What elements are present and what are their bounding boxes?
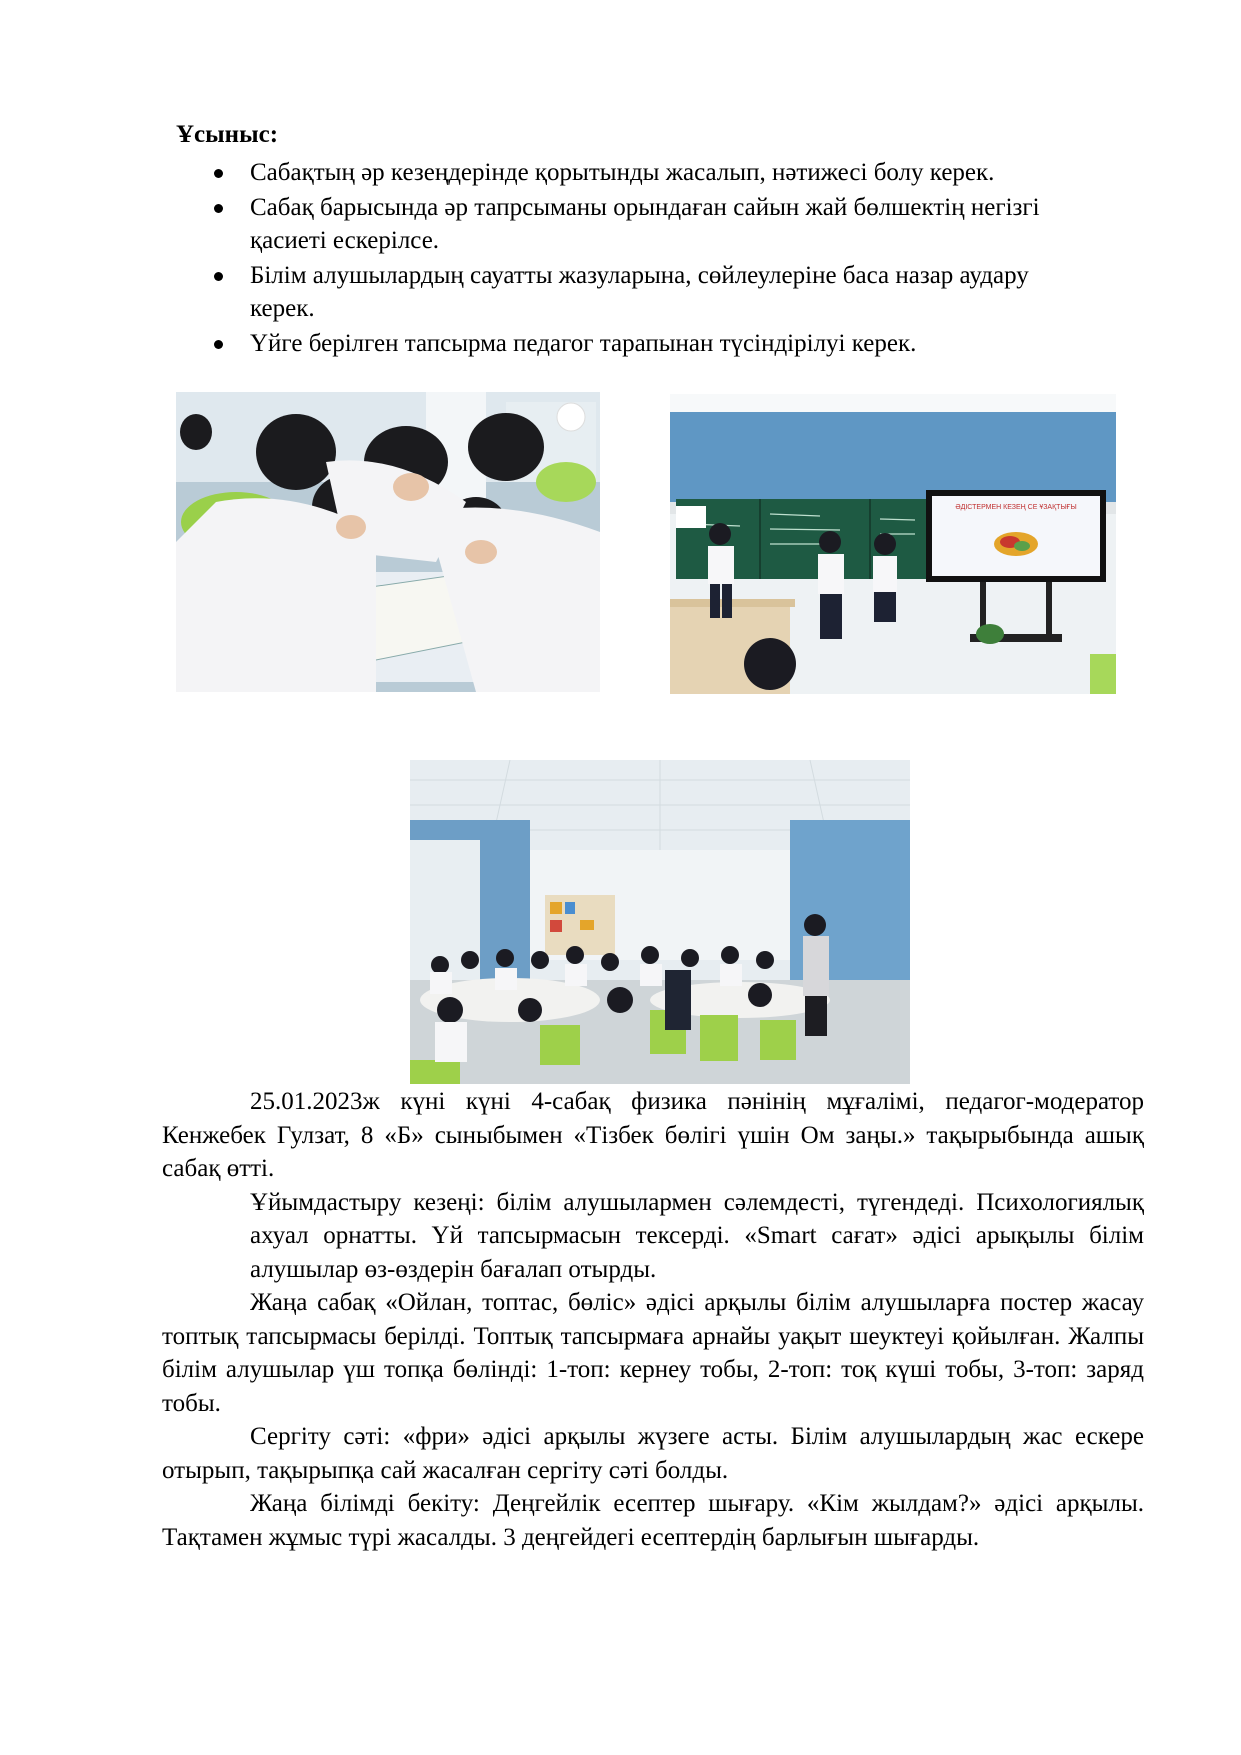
report-paragraph: Сергіту сәті: «фри» әдісі арқылы жүзеге асты. Білім алушылардың жас ескере отырып, тақырыпқа сай жасалған сергіту сәті болды. — [162, 1423, 1144, 1484]
bullet-icon — [214, 340, 223, 349]
list-item: Сабақтың әр кезеңдерінде қорытынды жасалып, нәтижесі болу керек. — [210, 156, 1090, 189]
photo-group-work — [176, 392, 600, 692]
list-item: Сабақ барысында әр тапрсыманы орындаған сайын жай бөлшектің негізгі қасиеті ескерілсе. — [210, 191, 1090, 257]
photo-classroom — [410, 760, 910, 1084]
list-item: Білім алушылардың сауатты жазуларына, сөйлеулеріне баса назар аудару керек. — [210, 259, 1090, 325]
slide-title-text: ӘДІСТЕРМЕН КЕЗЕҢ СЕ ҰЗАҚТЫҒЫ — [955, 504, 1077, 511]
bullet-icon — [214, 169, 223, 178]
report-paragraph: 25.01.2023ж күні күні 4-сабақ физика пәнінің мұғалімі, педагог-модератор Кенжебек Гулзат, 8 «Б» сыныбымен «Тізбек бөлігі үшін Ом заңы.» тақырыбында ашық сабақ өтті. — [162, 1088, 1144, 1182]
report-paragraph: Жаңа сабақ «Ойлан, топтас, бөліс» әдісі арқылы білім алушыларға постер жасау топтық тапсырмасы берілді. Топтық тапсырмаға арнайы уақыт шеуктеуі қойылған. Жалпы білім алушылар үш топқа бөлінді: 1-топ: кернеу тобы, 2-топ: тоқ күші тобы, 3-топ: заряд тобы. — [162, 1289, 1144, 1417]
list-item: Үйге берілген тапсырма педагог тарапынан түсіндірілуі керек. — [210, 327, 1090, 360]
recommendations-list — [210, 156, 1090, 362]
report-text — [162, 1085, 1144, 1554]
bullet-icon — [214, 204, 223, 213]
report-paragraph: Ұйымдастыру кезеңі: білім алушылармен сәлемдесті, түгендеді. Психологиялық ахуал орнатты. Үй тапсырмасын тексерді. «Smart сағат» әдісі арықылы білім алушылар өз-өздерін бағалап отырды. — [250, 1188, 1144, 1283]
report-paragraph: Жаңа білімді бекіту: Деңгейлік есептер шығару. «Кім жылдам?» әдісі арқылы. Тақтамен жұмыс түрі жасалды. 3 деңгейдегі есептердің барлығын шығарды. — [162, 1490, 1144, 1551]
recommendations-heading: Ұсыныс: — [176, 121, 279, 148]
photo-blackboard — [670, 394, 1116, 694]
bullet-icon — [214, 272, 223, 281]
